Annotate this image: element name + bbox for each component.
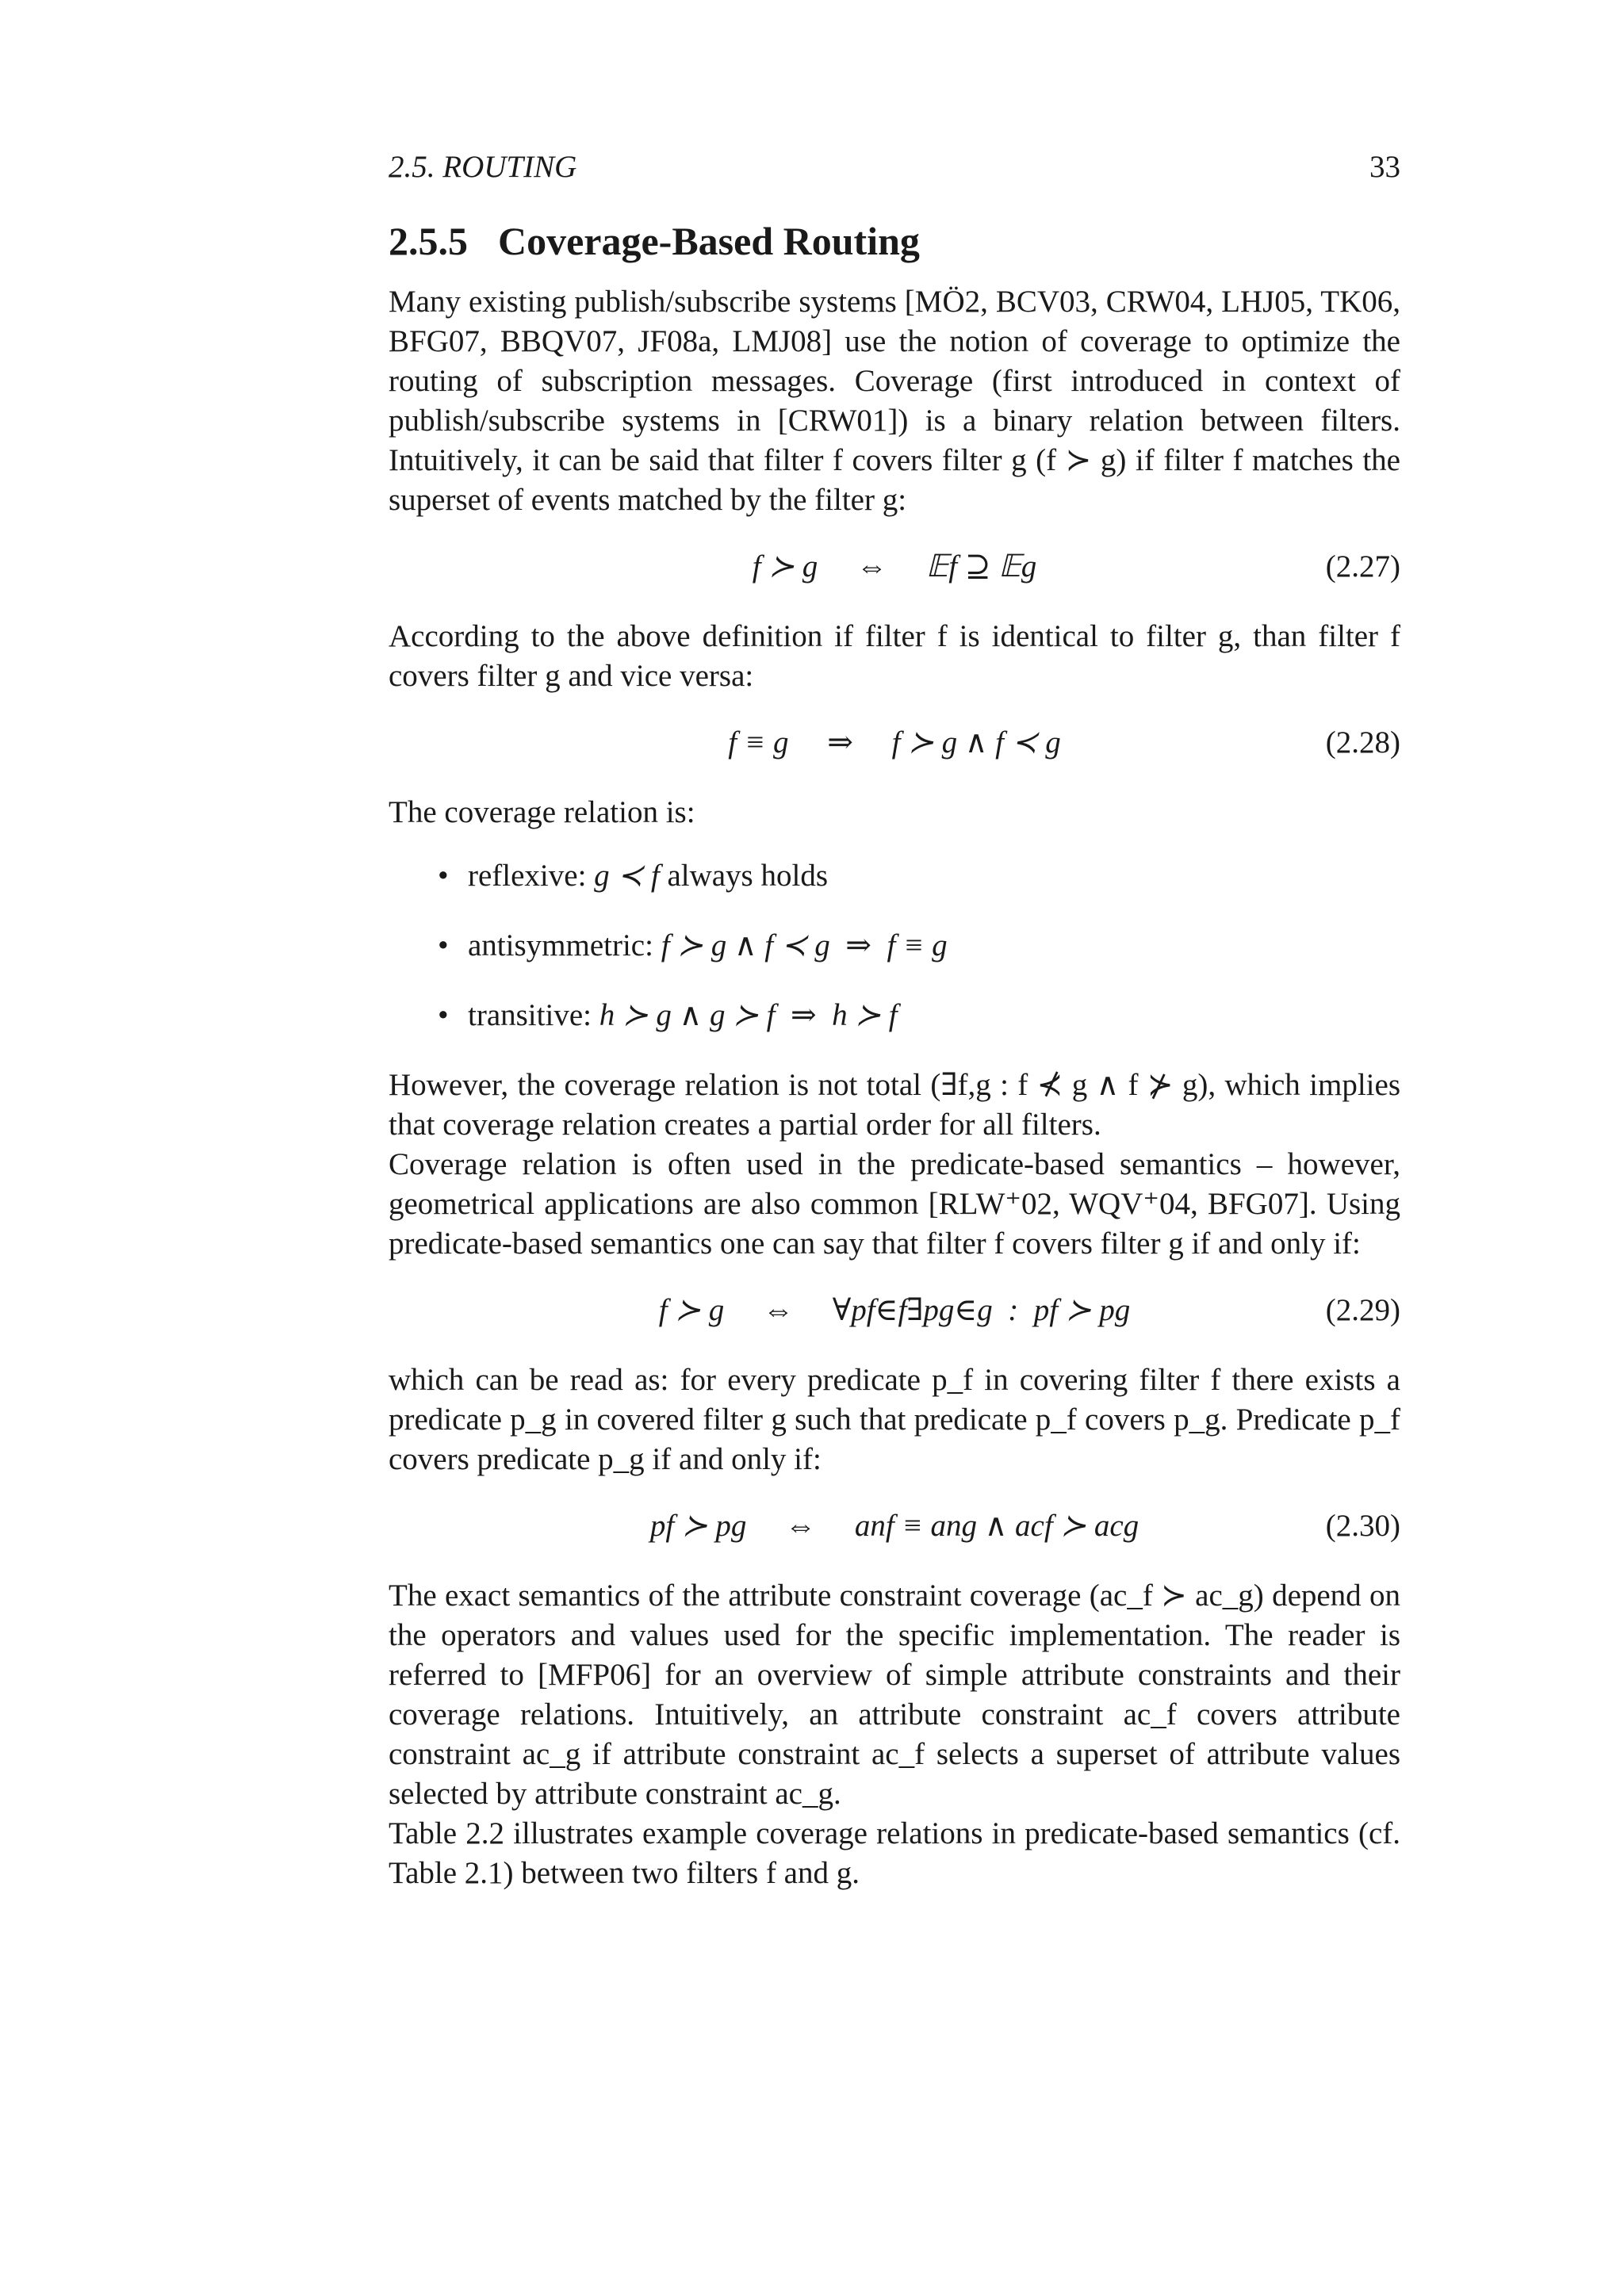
paragraph-read-as: which can be read as: for every predicate p_f in covering filter f there exists a predicate p_g in covered filter g such that predicate p_f covers p_g. Predicate p_f covers predicate p_g if and only if:	[389, 1363, 1400, 1476]
document-page	[389, 143, 1400, 1893]
equation-content: f ≡ g ⇒ f ≻ g ∧ f ≺ g	[728, 725, 1061, 760]
bullet-icon: •	[438, 998, 449, 1032]
equation-content: f ≻ g ⇔ 𝔼f ⊇ 𝔼g	[752, 549, 1037, 584]
property-math: g ≺ f	[594, 859, 660, 893]
property-label: transitive:	[468, 998, 599, 1032]
paragraph-predicate-semantics: Coverage relation is often used in the predicate-based semantics – however, geometrical applications are also common [RLW⁺02, WQV⁺04, BFG07]. Using predicate-based semantics one can say that filter f covers filter g if and only if:	[389, 1147, 1400, 1261]
equation-2-30	[389, 1506, 1400, 1546]
paragraph-table-reference: Table 2.2 illustrates example coverage relations in predicate-based semantics (cf. Table 2.1) between two filters f and g.	[389, 1816, 1400, 1890]
paragraph-coverage-intro: Many existing publish/subscribe systems [MÖ2, BCV03, CRW04, LHJ05, TK06, BFG07, BBQV07, JF08a, LMJ08] use the notion of coverage to optimize the routing of subscription messages. Coverage (first introduced in context of publish/subscribe systems in [CRW01]) is a binary relation between filters. Intuitively, it can be said that filter f covers filter g (f ≻ g) if filter f matches the superset of events matched by the filter g:	[389, 285, 1400, 517]
paragraph-attribute-coverage: The exact semantics of the attribute constraint coverage (ac_f ≻ ac_g) depend on the operators and values used for the specific implementation. The reader is referred to [MFP06] for an overview of simple attribute constraints and their coverage relations. Intuitively, an attribute constraint ac_f covers attribute constraint ac_g if attribute constraint ac_f selects a superset of attribute values selected by attribute constraint ac_g.	[389, 1578, 1400, 1811]
equation-number: (2.27)	[1325, 549, 1400, 584]
bullet-icon: •	[438, 928, 449, 962]
equation-number: (2.29)	[1325, 1293, 1400, 1327]
list-item	[389, 996, 1400, 1035]
property-label: antisymmetric:	[468, 928, 661, 962]
section-number: 2.5.5	[389, 219, 468, 263]
page-number: 33	[1369, 150, 1400, 184]
section-heading	[389, 217, 1400, 265]
paragraph-not-total: However, the coverage relation is not total (∃f,g : f ⊀ g ∧ f ⊁ g), which implies that coverage relation creates a partial order for all filters.	[389, 1068, 1400, 1142]
property-math: f ≻ g ∧ f ≺ g ⇒ f ≡ g	[661, 928, 948, 962]
list-item	[389, 926, 1400, 966]
property-list	[389, 856, 1400, 1035]
running-head	[389, 143, 1400, 190]
property-suffix: always holds	[659, 859, 828, 893]
equation-number: (2.28)	[1325, 725, 1400, 760]
equation-2-28	[389, 723, 1400, 763]
paragraph-relation-is: The coverage relation is:	[389, 795, 695, 829]
bullet-icon: •	[438, 859, 449, 893]
equation-content: f ≻ g ⇔ ∀pf∈f∃pg∈g : pf ≻ pg	[658, 1293, 1131, 1327]
list-item	[389, 856, 1400, 896]
paragraph-identity: According to the above definition if filter f is identical to filter g, than filter f covers filter g and vice versa:	[389, 619, 1400, 693]
property-label: reflexive:	[468, 859, 595, 893]
running-head-section: 2.5. ROUTING	[389, 150, 577, 184]
equation-2-27	[389, 547, 1400, 587]
section-title: Coverage-Based Routing	[498, 219, 920, 263]
equation-content: pf ≻ pg ⇔ anf ≡ ang ∧ acf ≻ acg	[649, 1509, 1139, 1543]
property-math: h ≻ g ∧ g ≻ f ⇒ h ≻ f	[599, 998, 898, 1032]
equation-2-29	[389, 1291, 1400, 1330]
equation-number: (2.30)	[1325, 1509, 1400, 1543]
